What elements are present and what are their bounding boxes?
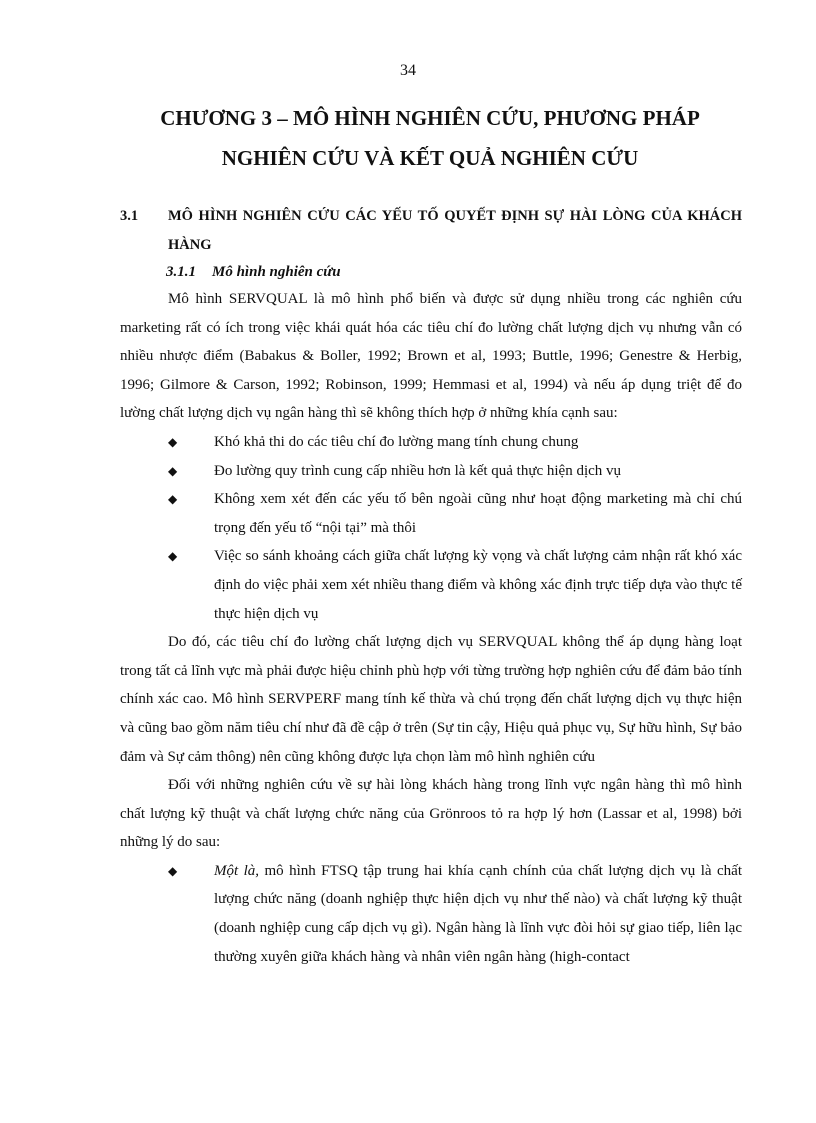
list-item-text: Đo lường quy trình cung cấp nhiều hơn là kết quả thực hiện dịch vụ bbox=[214, 462, 622, 479]
paragraph-servperf: Do đó, các tiêu chí đo lường chất lượng dịch vụ SERVQUAL không thể áp dụng hàng loạt trong tất cả lĩnh vực mà phải được hiệu chỉnh phù hợp với từng trường hợp nghiên cứu để đảm bảo tính chính xác cao. Mô hình SERVPERF mang tính kế thừa và chú trọng đến chất lượng dịch vụ thực hiện và cũng bao gồm năm tiêu chí như đã đề cập ở trên (Sự tin cậy, Hiệu quả phục vụ, Sự hữu hình, Sự bảo đảm và Sự cảm thông) nên cũng không được lựa chọn làm mô hình nghiên cứu bbox=[120, 634, 742, 765]
chapter-title-line-1: CHƯƠNG 3 – MÔ HÌNH NGHIÊN CỨU, PHƯƠNG PHÁP bbox=[160, 106, 700, 130]
list-item bbox=[120, 485, 742, 542]
list-item-text: mô hình FTSQ tập trung hai khía cạnh chính của chất lượng dịch vụ là chất lượng chức năng (doanh nghiệp thực hiện dịch vụ như thế nào) và chất lượng kỹ thuật (doanh nghiệp cung cấp dịch vụ gì). Ngân hàng là lĩnh vực đòi hỏi sự giao tiếp, liên lạc thường xuyên giữa khách hàng và nhân viên ngân hàng (high-contact bbox=[214, 862, 742, 965]
paragraph-servqual: Mô hình SERVQUAL là mô hình phổ biến và được sử dụng nhiều trong các nghiên cứu marketing rất có ích trong việc khái quát hóa các tiêu chí đo lường chất lượng dịch vụ nhưng vẫn có nhiều nhược điểm (Babakus & Boller, 1992; Brown et al, 1993; Buttle, 1996; Genestre & Herbig, 1996; Gilmore & Carson, 1992; Robinson, 1999; Hemmasi et al, 1994) và nếu áp dụng triệt để đo lường chất lượng dịch vụ ngân hàng thì sẽ không thích hợp ở những khía cạnh sau: bbox=[120, 291, 742, 422]
chapter-title bbox=[120, 98, 740, 178]
bullet-list-limitations bbox=[120, 428, 742, 628]
diamond-bullet-icon: ◆ bbox=[168, 492, 178, 507]
subsection-number: 3.1.1 bbox=[166, 264, 196, 280]
list-item-text: Không xem xét đến các yếu tố bên ngoài cũng như hoạt động marketing mà chỉ chú trọng đến yếu tố “nội tại” mà thôi bbox=[214, 491, 742, 536]
list-item bbox=[120, 857, 742, 971]
subsection-heading bbox=[166, 260, 341, 284]
diamond-bullet-icon: ◆ bbox=[168, 463, 178, 478]
diamond-bullet-icon: ◆ bbox=[168, 863, 178, 878]
diamond-bullet-icon: ◆ bbox=[168, 549, 178, 564]
body-content bbox=[120, 285, 742, 971]
paragraph-gronroos: Đối với những nghiên cứu về sự hài lòng khách hàng trong lĩnh vực ngân hàng thì mô hình chất lượng kỹ thuật và chất lượng chức năng của Grönroos tỏ ra hợp lý hơn (Lassar et al, 1998) bởi những lý do sau: bbox=[120, 777, 742, 851]
list-item-text: Khó khả thi do các tiêu chí đo lường mang tính chung chung bbox=[214, 433, 579, 450]
subsection-title: Mô hình nghiên cứu bbox=[212, 264, 341, 280]
diamond-bullet-icon: ◆ bbox=[168, 434, 178, 449]
list-item bbox=[120, 428, 742, 457]
list-item bbox=[120, 542, 742, 628]
section-title: MÔ HÌNH NGHIÊN CỨU CÁC YẾU TỐ QUYẾT ĐỊNH SỰ HÀI LÒNG CỦA KHÁCH HÀNG bbox=[168, 208, 742, 253]
list-item-text: Việc so sánh khoảng cách giữa chất lượng kỳ vọng và chất lượng cảm nhận rất khó xác định do việc phải xem xét nhiều thang điểm và không xác định trực tiếp dựa vào thực tế thực hiện dịch vụ bbox=[214, 548, 742, 622]
section-number: 3.1 bbox=[120, 208, 139, 224]
list-item bbox=[120, 457, 742, 486]
chapter-title-line-2: NGHIÊN CỨU VÀ KẾT QUẢ NGHIÊN CỨU bbox=[221, 146, 639, 170]
list-item-lead-in: Một là, bbox=[214, 862, 260, 879]
page-number: 34 bbox=[400, 62, 416, 79]
bullet-list-reasons bbox=[120, 857, 742, 971]
